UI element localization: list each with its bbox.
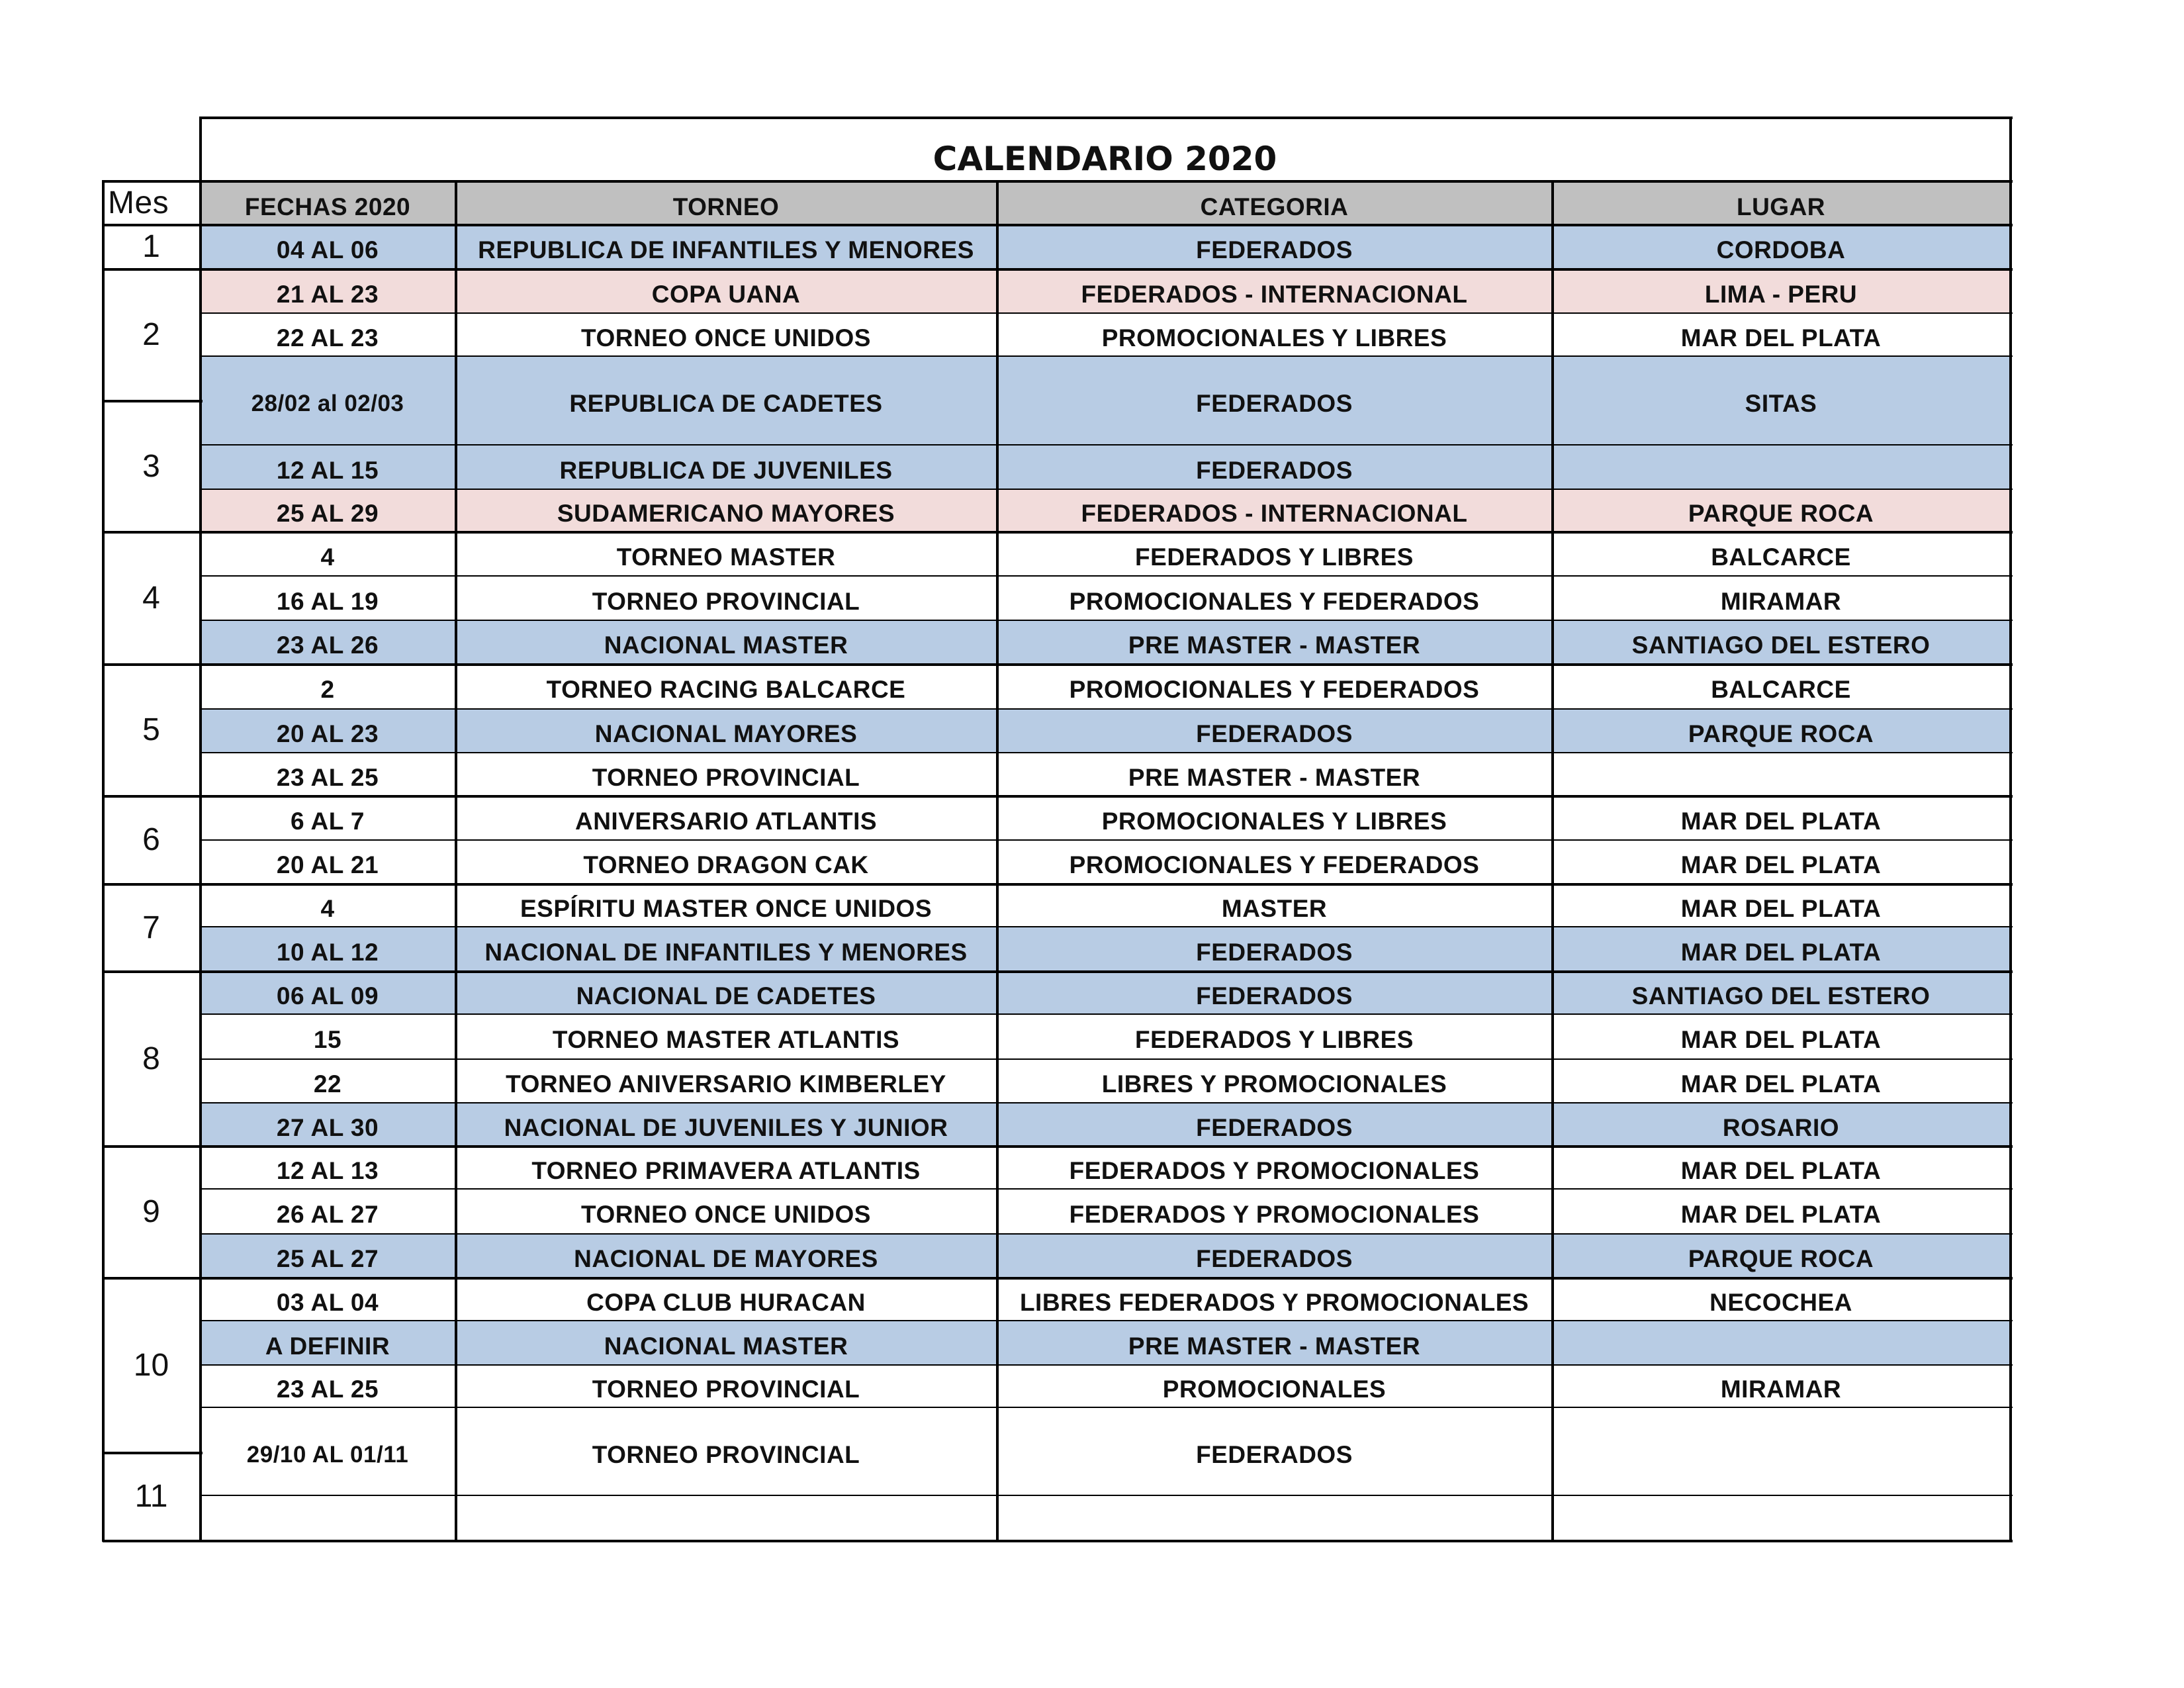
table-cell-categoria: PRE MASTER - MASTER [997, 753, 1552, 796]
header-torneo: TORNEO [455, 181, 997, 224]
month-number: 8 [142, 1041, 160, 1076]
table-cell-torneo: SUDAMERICANO MAYORES [455, 489, 997, 532]
table-cell-torneo: REPUBLICA DE JUVENILES [455, 445, 997, 489]
table-cell-categoria: FEDERADOS [997, 445, 1552, 489]
table-cell-torneo: TORNEO PROVINCIAL [455, 1407, 997, 1495]
table-cell-lugar: MAR DEL PLATA [1552, 884, 2010, 927]
table-cell-fechas: 28/02 al 02/03 [200, 356, 455, 445]
table-cell-fechas: 26 AL 27 [200, 1189, 455, 1234]
table-cell-lugar: NECOCHEA [1552, 1278, 2010, 1321]
table-cell-lugar: ROSARIO [1552, 1103, 2010, 1146]
table-cell-lugar [1552, 753, 2010, 796]
table-cell-fechas: 2 [200, 664, 455, 709]
month-number: 7 [142, 910, 160, 945]
table-cell-torneo: TORNEO RACING BALCARCE [455, 664, 997, 709]
table-cell-fechas: 04 AL 06 [200, 224, 455, 269]
table-cell-lugar: CORDOBA [1552, 224, 2010, 269]
grid-line [103, 883, 203, 886]
header-categoria: CATEGORIA [997, 181, 1552, 224]
table-cell-categoria: FEDERADOS [997, 1234, 1552, 1278]
table-cell-torneo [455, 1495, 997, 1540]
grid-line [103, 1452, 203, 1454]
table-cell-categoria: FEDERADOS [997, 927, 1552, 971]
table-cell-torneo: NACIONAL DE MAYORES [455, 1234, 997, 1278]
table-cell-torneo: REPUBLICA DE INFANTILES Y MENORES [455, 224, 997, 269]
table-cell-torneo: ANIVERSARIO ATLANTIS [455, 796, 997, 840]
table-cell-fechas: 22 [200, 1059, 455, 1103]
grid-line [200, 224, 2013, 226]
table-cell-torneo: TORNEO PRIMAVERA ATLANTIS [455, 1146, 997, 1189]
table-cell-torneo: REPUBLICA DE CADETES [455, 356, 997, 445]
table-cell-fechas: 4 [200, 884, 455, 927]
grid-line [200, 663, 2013, 666]
table-cell-torneo: TORNEO ONCE UNIDOS [455, 313, 997, 356]
table-cell-torneo: ESPÍRITU MASTER ONCE UNIDOS [455, 884, 997, 927]
grid-line [200, 970, 2013, 973]
table-cell-torneo: TORNEO DRAGON CAK [455, 840, 997, 884]
table-cell-categoria: FEDERADOS Y LIBRES [997, 532, 1552, 576]
table-cell-categoria: LIBRES FEDERADOS Y PROMOCIONALES [997, 1278, 1552, 1321]
header-lugar: LUGAR [1552, 181, 2010, 224]
table-cell-fechas: 20 AL 21 [200, 840, 455, 884]
grid-line [200, 575, 2013, 577]
header-fechas: FECHAS 2020 [200, 181, 455, 224]
table-cell-lugar: SANTIAGO DEL ESTERO [1552, 971, 2010, 1014]
month-number: 3 [142, 448, 160, 484]
table-cell-lugar: SITAS [1552, 356, 2010, 445]
table-cell-lugar: MIRAMAR [1552, 1365, 2010, 1407]
table-cell-lugar [1552, 445, 2010, 489]
table-cell-fechas: 15 [200, 1014, 455, 1059]
grid-line [103, 1540, 2013, 1542]
grid-line [103, 531, 203, 534]
table-cell-lugar: SANTIAGO DEL ESTERO [1552, 620, 2010, 664]
table-cell-lugar: LIMA - PERU [1552, 269, 2010, 313]
table-cell-categoria: PROMOCIONALES Y LIBRES [997, 796, 1552, 840]
table-cell-categoria: PROMOCIONALES Y FEDERADOS [997, 576, 1552, 620]
table-cell-fechas: 06 AL 09 [200, 971, 455, 1014]
table-cell-torneo: NACIONAL MASTER [455, 620, 997, 664]
table-cell-lugar: BALCARCE [1552, 664, 2010, 709]
table-cell-categoria: PROMOCIONALES [997, 1365, 1552, 1407]
table-cell-categoria: PROMOCIONALES Y LIBRES [997, 313, 1552, 356]
table-cell-fechas: 03 AL 04 [200, 1278, 455, 1321]
grid-line [103, 224, 203, 226]
table-cell-fechas: 12 AL 15 [200, 445, 455, 489]
table-cell-categoria: MASTER [997, 884, 1552, 927]
table-cell-lugar: MAR DEL PLATA [1552, 1146, 2010, 1189]
grid-line [200, 1013, 2013, 1015]
grid-line [103, 180, 2013, 183]
grid-line [200, 620, 2013, 621]
table-cell-fechas: 25 AL 27 [200, 1234, 455, 1278]
grid-line [200, 312, 2013, 314]
month-number: 5 [142, 712, 160, 747]
grid-line [199, 117, 202, 1542]
grid-line [200, 268, 2013, 271]
table-cell-lugar: PARQUE ROCA [1552, 709, 2010, 753]
table-cell-lugar: MAR DEL PLATA [1552, 840, 2010, 884]
table-cell-torneo: COPA UANA [455, 269, 997, 313]
grid-line [103, 1277, 203, 1280]
page-title: CALENDARIO 2020 [933, 140, 1277, 178]
table-cell-torneo: TORNEO MASTER [455, 532, 997, 576]
table-cell-categoria: FEDERADOS [997, 709, 1552, 753]
table-cell-lugar [1552, 1407, 2010, 1495]
table-cell-lugar: MAR DEL PLATA [1552, 1014, 2010, 1059]
table-cell-torneo: NACIONAL MASTER [455, 1321, 997, 1365]
table-cell-categoria: FEDERADOS [997, 224, 1552, 269]
grid-line [102, 180, 105, 1542]
table-cell-lugar: BALCARCE [1552, 532, 2010, 576]
table-cell-categoria: FEDERADOS - INTERNACIONAL [997, 269, 1552, 313]
table-cell-categoria: PRE MASTER - MASTER [997, 1321, 1552, 1365]
table-cell-fechas: 23 AL 26 [200, 620, 455, 664]
table-cell-fechas: 16 AL 19 [200, 576, 455, 620]
table-cell-fechas [200, 1495, 455, 1540]
table-cell-categoria: FEDERADOS Y PROMOCIONALES [997, 1189, 1552, 1234]
grid-line [200, 926, 2013, 927]
grid-line [200, 1145, 2013, 1148]
grid-line [200, 795, 2013, 798]
table-cell-fechas: 20 AL 23 [200, 709, 455, 753]
table-cell-lugar: MAR DEL PLATA [1552, 927, 2010, 971]
table-cell-lugar: MAR DEL PLATA [1552, 796, 2010, 840]
table-cell-fechas: 25 AL 29 [200, 489, 455, 532]
table-cell-fechas: 27 AL 30 [200, 1103, 455, 1146]
grid-line [200, 117, 2013, 119]
table-cell-fechas: 23 AL 25 [200, 1365, 455, 1407]
table-cell-fechas: 22 AL 23 [200, 313, 455, 356]
grid-line [200, 1364, 2013, 1366]
table-cell-lugar: MAR DEL PLATA [1552, 1189, 2010, 1234]
table-cell-categoria: LIBRES Y PROMOCIONALES [997, 1059, 1552, 1103]
grid-line [200, 444, 2013, 445]
table-cell-fechas: 6 AL 7 [200, 796, 455, 840]
grid-line [455, 180, 457, 1542]
grid-line [200, 1320, 2013, 1321]
table-cell-torneo: TORNEO MASTER ATLANTIS [455, 1014, 997, 1059]
grid-line [200, 531, 2013, 534]
table-cell-torneo: NACIONAL DE INFANTILES Y MENORES [455, 927, 997, 971]
table-cell-categoria: FEDERADOS Y LIBRES [997, 1014, 1552, 1059]
table-cell-torneo: TORNEO ANIVERSARIO KIMBERLEY [455, 1059, 997, 1103]
table-cell-lugar: PARQUE ROCA [1552, 1234, 2010, 1278]
grid-line [200, 1277, 2013, 1280]
grid-line [200, 1407, 2013, 1408]
table-cell-fechas: A DEFINIR [200, 1321, 455, 1365]
month-number: 4 [142, 580, 160, 616]
grid-line [200, 1058, 2013, 1060]
table-cell-categoria: FEDERADOS [997, 1407, 1552, 1495]
table-cell-categoria: FEDERADOS [997, 356, 1552, 445]
table-cell-fechas: 23 AL 25 [200, 753, 455, 796]
grid-line [200, 883, 2013, 886]
grid-line [200, 355, 2013, 357]
month-number: 6 [142, 822, 160, 857]
grid-line [200, 1495, 2013, 1496]
table-cell-lugar: MAR DEL PLATA [1552, 1059, 2010, 1103]
table-cell-fechas: 12 AL 13 [200, 1146, 455, 1189]
month-number: 11 [134, 1479, 168, 1514]
month-number: 2 [142, 317, 160, 352]
table-cell-lugar [1552, 1495, 2010, 1540]
table-cell-categoria: FEDERADOS Y PROMOCIONALES [997, 1146, 1552, 1189]
table-cell-lugar: MAR DEL PLATA [1552, 313, 2010, 356]
table-cell-categoria: PROMOCIONALES Y FEDERADOS [997, 840, 1552, 884]
month-number: 10 [133, 1347, 169, 1383]
grid-line [1551, 180, 1554, 1542]
grid-line [200, 1188, 2013, 1190]
grid-line [103, 400, 203, 402]
table-cell-torneo: TORNEO ONCE UNIDOS [455, 1189, 997, 1234]
table-cell-categoria [997, 1495, 1552, 1540]
table-cell-categoria: FEDERADOS [997, 971, 1552, 1014]
table-cell-torneo: NACIONAL MAYORES [455, 709, 997, 753]
table-cell-torneo: TORNEO PROVINCIAL [455, 576, 997, 620]
table-cell-lugar [1552, 1321, 2010, 1365]
table-cell-torneo: TORNEO PROVINCIAL [455, 753, 997, 796]
grid-line [103, 795, 203, 798]
table-cell-torneo: COPA CLUB HURACAN [455, 1278, 997, 1321]
grid-line [103, 663, 203, 666]
table-cell-fechas: 10 AL 12 [200, 927, 455, 971]
grid-line [103, 970, 203, 973]
grid-line [103, 1145, 203, 1148]
grid-line [103, 268, 203, 271]
grid-line [200, 708, 2013, 710]
header-mes: Mes [108, 185, 169, 220]
grid-line [200, 1233, 2013, 1235]
grid-line [200, 752, 2013, 753]
table-cell-categoria: PRE MASTER - MASTER [997, 620, 1552, 664]
table-cell-torneo: NACIONAL DE CADETES [455, 971, 997, 1014]
table-cell-categoria: PROMOCIONALES Y FEDERADOS [997, 664, 1552, 709]
table-cell-categoria: FEDERADOS - INTERNACIONAL [997, 489, 1552, 532]
month-number: 1 [142, 229, 160, 264]
table-cell-fechas: 29/10 AL 01/11 [200, 1407, 455, 1495]
month-number: 9 [142, 1194, 160, 1229]
table-cell-torneo: NACIONAL DE JUVENILES Y JUNIOR [455, 1103, 997, 1146]
grid-line [2009, 117, 2012, 1542]
grid-line [200, 839, 2013, 841]
grid-line [200, 489, 2013, 490]
table-cell-torneo: TORNEO PROVINCIAL [455, 1365, 997, 1407]
table-cell-fechas: 21 AL 23 [200, 269, 455, 313]
table-cell-lugar: MIRAMAR [1552, 576, 2010, 620]
table-cell-categoria: FEDERADOS [997, 1103, 1552, 1146]
table-cell-lugar: PARQUE ROCA [1552, 489, 2010, 532]
grid-line [200, 1102, 2013, 1103]
table-cell-fechas: 4 [200, 532, 455, 576]
grid-line [996, 180, 999, 1542]
